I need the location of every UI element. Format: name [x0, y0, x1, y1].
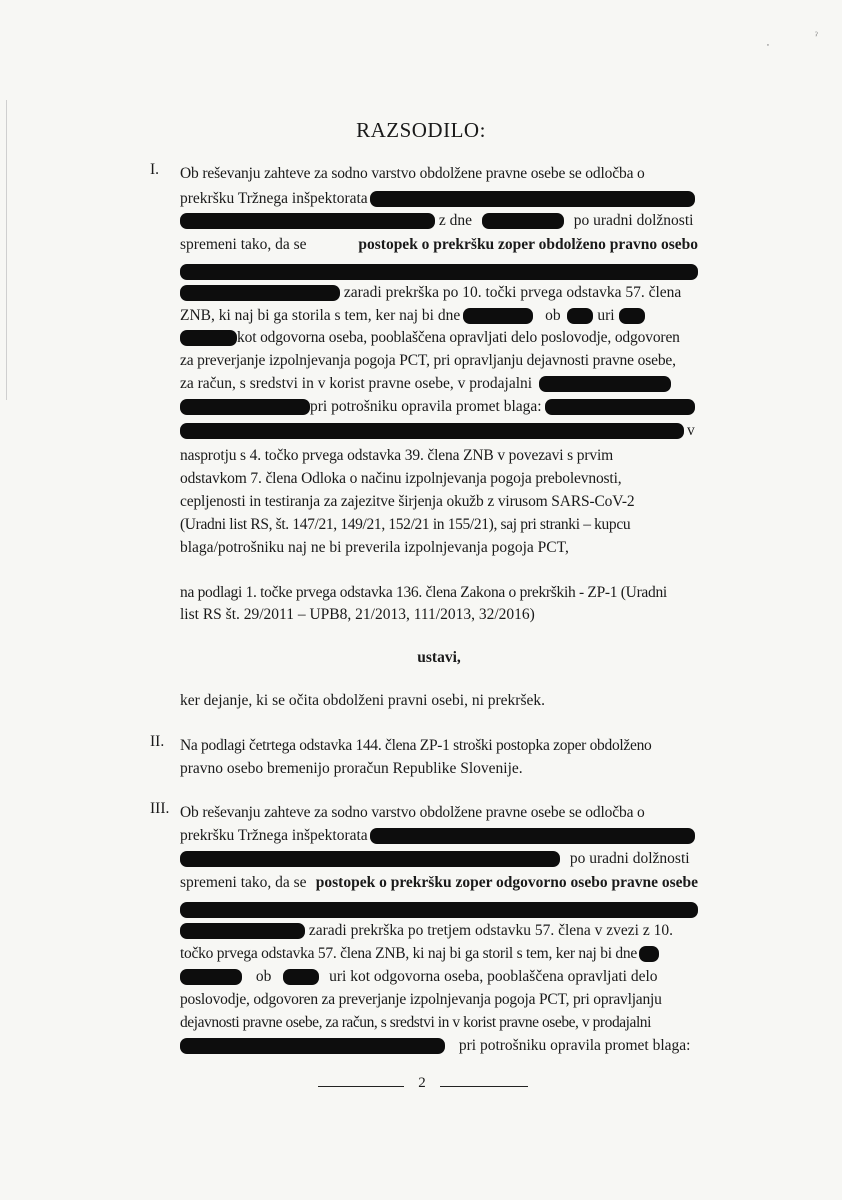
redaction-block — [180, 213, 435, 229]
text-line: blaga/potrošniku naj ne bi preverila izpolnjevanja pogoja PCT, — [180, 539, 569, 556]
redaction-block — [619, 308, 645, 324]
text-line: ZNB, ki naj bi ga storila s tem, ker naj bi dne ob uri — [180, 303, 698, 329]
text-line: poslovodje, odgovoren za preverjanje izpolnjevanja pogoja PCT, pri opravljanju — [180, 991, 662, 1008]
redaction-block — [180, 423, 684, 439]
text-line: na podlagi 1. točke prvega odstavka 136. člena Zakona o prekrških - ZP-1 (Uradni — [180, 584, 667, 601]
text-line: Ob reševanju zahteve za sodno varstvo obdolžene pravne osebe se odločba o — [180, 165, 645, 182]
text-line: list RS št. 29/2011 – UPB8, 21/2013, 111/2013, 32/2016) — [180, 606, 535, 623]
section-number: II. — [150, 733, 165, 750]
redaction-block — [180, 969, 242, 985]
scan-edge-line — [6, 100, 7, 400]
text-line: zaradi prekrška po tretjem odstavku 57. člena v zvezi z 10. — [180, 918, 698, 944]
redaction-block — [180, 399, 310, 415]
text-line: pri potrošniku opravila promet blaga: — [180, 1033, 698, 1059]
document-title: RAZSODILO: — [356, 118, 486, 142]
text-line: odstavkom 7. člena Odloka o načinu izpolnjevanja pogoja prebolevnosti, — [180, 470, 622, 487]
footer-rule-left — [318, 1086, 404, 1087]
redaction-block — [180, 851, 560, 867]
redaction-block — [180, 285, 340, 301]
text-line: ob uri kot odgovorna oseba, pooblaščena opravljati delo — [180, 964, 698, 990]
text-line: Ob reševanju zahteve za sodno varstvo obdolžene pravne osebe se odločba o — [180, 804, 645, 821]
text-line: prekršku Tržnega inšpektorata — [180, 186, 698, 212]
text-line: nasprotju s 4. točko prvega odstavka 39. člena ZNB v povezavi s prvim — [180, 447, 614, 464]
text-line: po uradni dolžnosti — [180, 846, 698, 872]
redaction-block — [482, 213, 564, 229]
text-line: v — [180, 418, 698, 444]
text-line: pravno osebo bremenijo proračun Republike Slovenije. — [180, 760, 523, 777]
redaction-block — [545, 399, 695, 415]
redaction-block — [567, 308, 593, 324]
footer-rule-right — [440, 1086, 528, 1087]
text-line: pri potrošniku opravila promet blaga: — [180, 394, 698, 420]
text-line: (Uradni list RS, št. 147/21, 149/21, 152/21 in 155/21), saj pri stranki – kupcu — [180, 516, 631, 533]
text-line: zaradi prekrška po 10. točki prvega odstavka 57. člena — [180, 280, 698, 306]
text-line: kot odgovorna oseba, pooblaščena opravljati delo poslovodje, odgovoren — [180, 325, 698, 351]
text-line: cepljenosti in testiranja za zajezitve širjenja okužb z virusom SARS-CoV-2 — [180, 493, 635, 510]
redaction-block — [180, 923, 305, 939]
text-line: ker dejanje, ki se očita obdolženi pravni osebi, ni prekršek. — [180, 692, 545, 709]
redaction-block — [180, 902, 698, 918]
text-line: z dne po uradni dolžnosti — [180, 208, 698, 234]
redaction-block — [283, 969, 319, 985]
redaction-block — [180, 330, 237, 346]
text-line: Na podlagi četrtega odstavka 144. člena ZP-1 stroški postopka zoper obdolženo — [180, 737, 652, 754]
redaction-block — [370, 191, 695, 207]
redaction-block — [639, 946, 659, 962]
scan-speck: ˀ — [815, 30, 818, 42]
page-footer — [0, 1075, 842, 1099]
text-line: spremeni tako, da se postopek o prekršku zoper odgovorno osebo pravne osebe — [180, 874, 698, 891]
text-line: za račun, s sredstvi in v korist pravne osebe, v prodajalni — [180, 371, 698, 397]
verdict-word: ustavi, — [417, 649, 461, 666]
text-line: prekršku Tržnega inšpektorata — [180, 823, 698, 849]
section-number: I. — [150, 161, 160, 178]
text-line: dejavnosti pravne osebe, za račun, s sredstvi in v korist pravne osebe, v prodajalni — [180, 1014, 651, 1031]
page-number: 2 — [418, 1075, 426, 1091]
text-line: spremeni tako, da se postopek o prekršku zoper obdolženo pravno osebo — [180, 236, 698, 253]
text-line: za preverjanje izpolnjevanja pogoja PCT, pri opravljanju dejavnosti pravne osebe, — [180, 352, 676, 369]
redaction-block — [180, 1038, 445, 1054]
section-number: III. — [150, 800, 170, 817]
redaction-block — [463, 308, 533, 324]
redaction-block — [539, 376, 671, 392]
text-line: točko prvega odstavka 57. člena ZNB, ki naj bi ga storil s tem, ker naj bi dne — [180, 941, 698, 967]
redaction-block — [370, 828, 695, 844]
scan-speck: ٠ — [765, 39, 771, 51]
redaction-block — [180, 264, 698, 280]
